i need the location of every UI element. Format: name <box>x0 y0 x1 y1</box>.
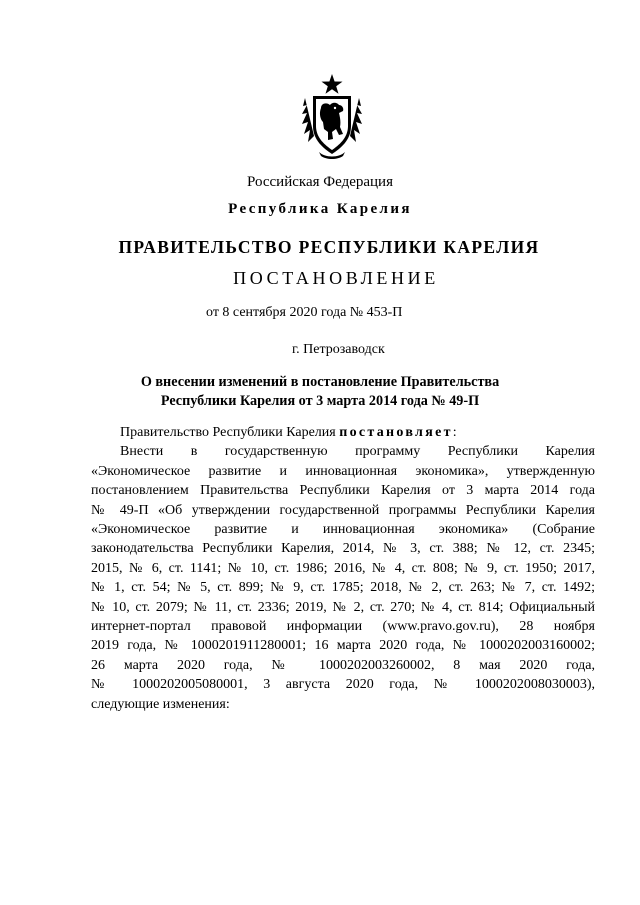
body-line: № 10, ст. 2079; № 11, ст. 2336; 2019, № 2, ст. 270; № 4, ст. 814; Официальный <box>91 599 595 615</box>
body-line: «Экономическое развитие и инновационная экономика», утвержденную <box>91 463 595 479</box>
body-line: постановлением Правительства Республики Карелия от 3 марта 2014 года <box>91 483 595 499</box>
intro-verb: постановляет <box>339 425 453 440</box>
body-line: законодательства Республики Карелия, 2014, № 3, ст. 388; № 12, ст. 2345; <box>91 541 595 557</box>
body-line: № 49-П «Об утверждении государственной программы Республики Карелия <box>91 502 595 518</box>
document-type-title: ПОСТАНОВЛЕНИЕ <box>233 268 439 288</box>
intro-paragraph <box>91 423 595 442</box>
main-paragraph <box>91 442 595 714</box>
republic-label: Республика Карелия <box>228 201 412 217</box>
body-line: 26 марта 2020 года, № 1000202003260002, 8 мая 2020 года, <box>91 657 595 673</box>
document-date: от 8 сентября 2020 года № 453-П <box>206 305 403 320</box>
document-subject <box>0 373 640 411</box>
document-city: г. Петрозаводск <box>292 342 385 357</box>
federation-label: Российская Федерация <box>247 174 393 190</box>
intro-suffix: : <box>452 425 457 440</box>
body-line: «Экономическое развитие и инновационная экономика» (Собрание <box>91 522 595 538</box>
government-title: ПРАВИТЕЛЬСТВО РЕСПУБЛИКИ КАРЕЛИЯ <box>118 237 540 257</box>
document-body <box>91 423 595 714</box>
subject-line-1: О внесении изменений в постановление Правительства <box>140 374 500 390</box>
subject-line-2: Республики Карелия от 3 марта 2014 года № 49-П <box>160 393 480 409</box>
karelia-coat-of-arms-icon <box>299 72 365 160</box>
body-line: № 1000202005080001, 3 августа 2020 года, № 1000202008030003), <box>91 677 595 693</box>
body-line: 2015, № 6, ст. 1141; № 10, ст. 1986; 2016, № 4, ст. 808; № 9, ст. 1950; 2017, <box>91 560 595 576</box>
body-line: Внести в государственную программу Республики Карелия <box>120 444 595 460</box>
intro-prefix: Правительство Республики Карелия <box>120 425 340 440</box>
body-line: № 1, ст. 54; № 5, ст. 899; № 9, ст. 1785; 2018, № 2, ст. 263; № 7, ст. 1492; <box>91 580 595 596</box>
body-line: следующие изменения: <box>91 696 230 712</box>
body-line: интернет-портал правовой информации (www.pravo.gov.ru), 28 ноября <box>91 619 595 635</box>
body-line: 2019 года, № 1000201911280001; 16 марта 2020 года, № 1000202003160002; <box>91 638 595 654</box>
